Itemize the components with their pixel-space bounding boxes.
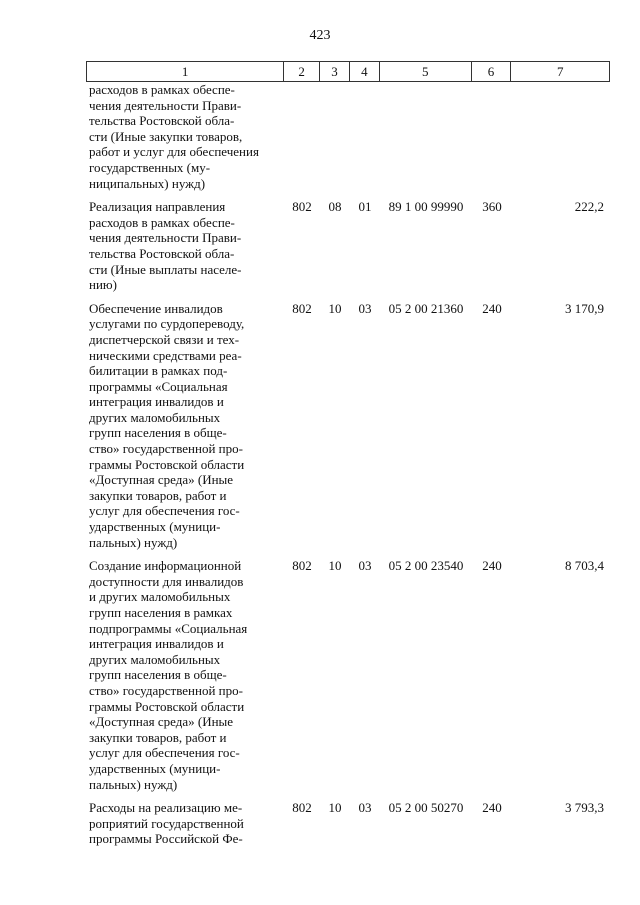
row-amount [512, 82, 610, 191]
row-code-5: 05 2 00 23540 [388, 558, 464, 574]
row-code-2: 802 [292, 800, 312, 816]
row-amount: 222,2 [574, 199, 604, 215]
row-code-2 [284, 82, 320, 191]
row-code-6 [472, 82, 512, 191]
row-description: Расходы на реализацию ме- роприятий государственной программы Российской Фе- [89, 800, 244, 847]
row-code-5 [380, 82, 472, 191]
row-code-4: 03 [358, 558, 372, 574]
row-code-4 [350, 82, 380, 191]
column-header-7: 7 [556, 64, 564, 79]
table-row [86, 301, 610, 551]
row-code-6: 240 [482, 800, 502, 816]
table-body [86, 82, 610, 847]
column-header-2: 2 [284, 62, 320, 81]
row-code-3 [320, 82, 350, 191]
page-number: 423 [309, 28, 331, 43]
row-code-4: 01 [358, 199, 372, 215]
row-description: расходов в рамках обеспе- чения деятельности Прави- тельства Ростовской обла- сти (Иные закупки товаров, работ и услуг для обеспечения государственных (му- ниципальных) нужд) [89, 82, 259, 191]
row-code-5: 89 1 00 99990 [388, 199, 464, 215]
table-row [86, 199, 610, 293]
row-code-5: 05 2 00 21360 [388, 300, 464, 316]
table-row [86, 800, 610, 847]
row-code-3: 08 [328, 199, 342, 215]
row-code-4: 03 [358, 800, 372, 816]
row-amount: 3 170,9 [565, 300, 604, 316]
column-header-5: 5 [380, 62, 472, 81]
row-code-6: 240 [482, 558, 502, 574]
row-code-3: 10 [328, 558, 342, 574]
row-code-5: 05 2 00 50270 [388, 800, 464, 816]
row-description: Реализация направления расходов в рамках обеспе- чения деятельности Прави- тельства Ростовской обла- сти (Иные выплаты населе- нию) [89, 199, 242, 293]
row-code-6: 240 [482, 300, 502, 316]
column-header-3: 3 [320, 62, 350, 81]
column-header-4: 4 [350, 62, 380, 81]
row-amount: 3 793,3 [565, 800, 604, 816]
table-row [86, 558, 610, 792]
row-code-3: 10 [328, 300, 342, 316]
row-code-2: 802 [292, 199, 312, 215]
row-code-2: 802 [292, 300, 312, 316]
row-code-6: 360 [482, 199, 502, 215]
column-header-6: 6 [472, 62, 512, 81]
row-code-3: 10 [328, 800, 342, 816]
column-header-1: 1 [87, 62, 284, 81]
row-code-2: 802 [292, 558, 312, 574]
row-description: Создание информационной доступности для инвалидов и других маломобильных групп населения в рамках подпрограммы «Социальная интеграция инвалидов и других маломобильных групп населения в обще- ство» государственной про- граммы Ростовской области «Доступная среда» (Иные закупки товаров, работ и услуг для обеспечения гос- ударственных (муници- пальных) нужд) [89, 558, 248, 792]
row-amount: 8 703,4 [565, 558, 604, 574]
table-row [86, 82, 610, 191]
row-description: Обеспечение инвалидов услугами по сурдопереводу, диспетчерской связи и тех- ническими средствами реа- билитации в рамках под- программы «Социальная интеграция инвалидов и других маломобильных групп населения в обще- ство» государственной про- граммы Ростовской области «Доступная среда» (Иные закупки товаров, работ и услуг для обеспечения гос- ударственных (муници- пальных) нужд) [89, 300, 245, 550]
table-header [86, 61, 610, 82]
row-code-4: 03 [358, 300, 372, 316]
